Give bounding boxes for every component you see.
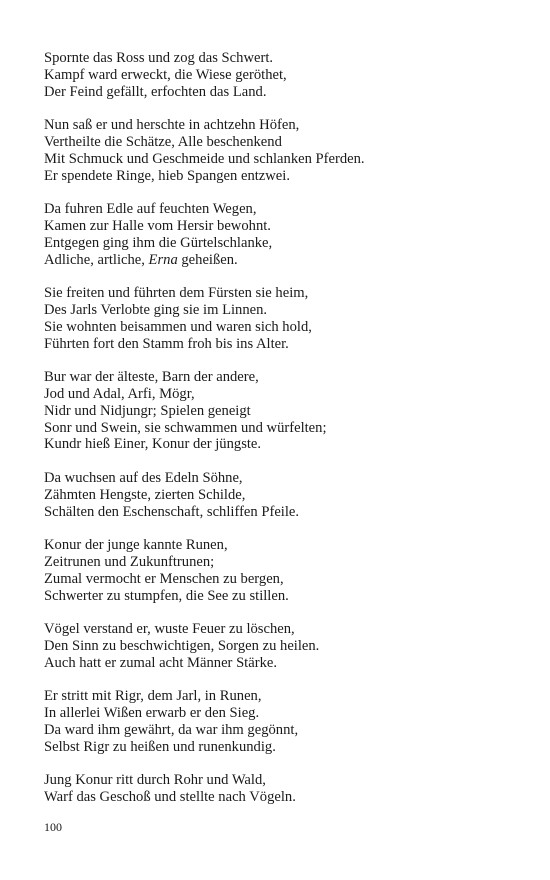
- stanza: [44, 369, 514, 453]
- page-number: 100: [44, 820, 62, 834]
- poem-line: Nun saß er und herschte in achtzehn Höfen,: [44, 117, 300, 134]
- stanza: [44, 470, 514, 520]
- stanza: [44, 621, 514, 671]
- poem-line: Der Feind gefällt, erfochten das Land.: [44, 83, 267, 100]
- poem-line: Er stritt mit Rigr, dem Jarl, in Runen,: [44, 688, 262, 705]
- poem-text: [44, 50, 514, 823]
- poem-line: Kampf ward erweckt, die Wiese geröthet,: [44, 66, 287, 83]
- stanza: [44, 117, 514, 184]
- poem-line: Vögel verstand er, wuste Feuer zu löschen,: [44, 621, 295, 638]
- stanza: [44, 50, 514, 100]
- poem-line: Sonr und Swein, sie schwammen und würfelten;: [44, 419, 327, 436]
- line-segment: Adliche, artliche,: [44, 251, 149, 268]
- poem-line: Schälten den Eschenschaft, schliffen Pfeile.: [44, 503, 300, 520]
- poem-line: [44, 252, 514, 269]
- poem-line: Mit Schmuck und Geschmeide und schlanken Pferden.: [44, 150, 365, 167]
- poem-line: Kundr hieß Einer, Konur der jüngste.: [44, 436, 262, 453]
- poem-line: Des Jarls Verlobte ging sie im Linnen.: [44, 301, 268, 318]
- poem-line: Kamen zur Halle vom Hersir bewohnt.: [44, 217, 271, 234]
- poem-line: Bur war der älteste, Barn der andere,: [44, 369, 259, 386]
- poem-line: Da wuchsen auf des Edeln Söhne,: [44, 469, 243, 486]
- poem-line: Zähmten Hengste, zierten Schilde,: [44, 486, 246, 503]
- stanza: [44, 201, 514, 268]
- poem-line: Selbst Rigr zu heißen und runenkundig.: [44, 738, 276, 755]
- stanza: [44, 688, 514, 755]
- poem-line: Spornte das Ross und zog das Schwert.: [44, 50, 274, 66]
- poem-line: Auch hatt er zumal acht Männer Stärke.: [44, 654, 278, 671]
- stanza: [44, 772, 514, 806]
- poem-line: Schwerter zu stumpfen, die See zu stillen.: [44, 587, 289, 604]
- stanza: [44, 537, 514, 604]
- poem-line: Er spendete Ringe, hieb Spangen entzwei.: [44, 167, 290, 184]
- poem-line: Jod und Adal, Arfi, Mögr,: [44, 385, 195, 402]
- poem-line: Da ward ihm gewährt, da war ihm gegönnt,: [44, 721, 299, 738]
- poem-line: Den Sinn zu beschwichtigen, Sorgen zu heilen.: [44, 637, 320, 654]
- poem-line: In allerlei Wißen erwarb er den Sieg.: [44, 705, 260, 722]
- poem-line: Konur der junge kannte Runen,: [44, 537, 228, 554]
- line-segment: geheißen.: [177, 251, 238, 268]
- poem-line: Vertheilte die Schätze, Alle beschenkend: [44, 133, 282, 150]
- poem-line: Entgegen ging ihm die Gürtelschlanke,: [44, 234, 273, 251]
- poem-line: Warf das Geschoß und stellte nach Vögeln.: [44, 789, 296, 806]
- poem-line: Nidr und Nidjungr; Spielen geneigt: [44, 402, 251, 419]
- poem-line: Zumal vermocht er Menschen zu bergen,: [44, 570, 284, 587]
- stanza: [44, 285, 514, 352]
- poem-line: Zeitrunen und Zukunftrunen;: [44, 553, 215, 570]
- poem-line: Führten fort den Stamm froh bis ins Alter.: [44, 335, 289, 352]
- poem-line: Jung Konur ritt durch Rohr und Wald,: [44, 772, 266, 789]
- poem-line: Sie freiten und führten dem Fürsten sie heim,: [44, 285, 309, 302]
- poem-line: Sie wohnten beisammen und waren sich hold,: [44, 318, 312, 335]
- poem-line: Da fuhren Edle auf feuchten Wegen,: [44, 201, 257, 218]
- italic-name: Erna: [148, 251, 178, 268]
